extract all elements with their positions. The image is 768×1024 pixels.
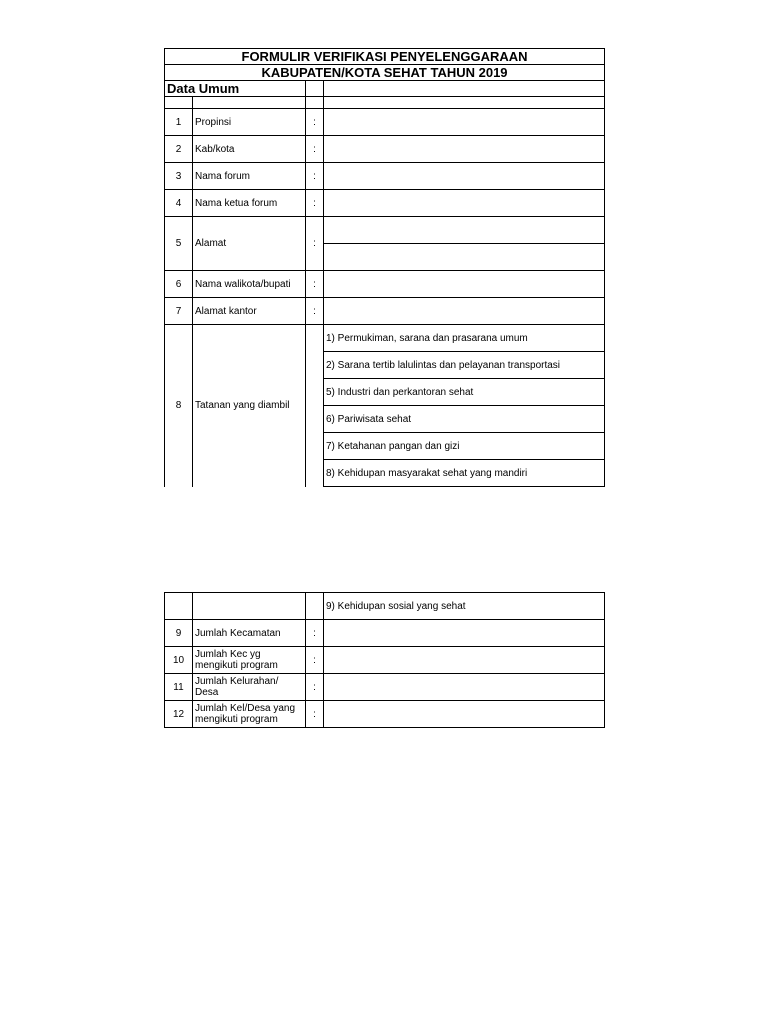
- tatanan-item: 2) Sarana tertib lalulintas dan pelayanan transportasi: [324, 352, 605, 379]
- row-number: 11: [165, 674, 193, 701]
- row-label: [193, 674, 306, 701]
- row-nama-ketua-forum: [165, 190, 605, 217]
- title-row-1: [165, 49, 605, 65]
- value-field-alamat-line1[interactable]: [324, 217, 605, 244]
- row-number: 12: [165, 701, 193, 728]
- row-label: Propinsi: [193, 109, 306, 136]
- row-alamat-kantor: [165, 298, 605, 325]
- row-label-line: Desa: [195, 687, 219, 698]
- section-colon-cell: [306, 81, 324, 97]
- row-number: 7: [165, 298, 193, 325]
- spacer-cell: [324, 97, 605, 109]
- row-kabkota: [165, 136, 605, 163]
- row-jumlah-kel-program: [165, 701, 605, 728]
- section-row: [165, 81, 605, 97]
- tatanan-item: 8) Kehidupan masyarakat sehat yang mandiri: [324, 460, 605, 487]
- row-number: 8: [165, 325, 193, 487]
- row-number: 2: [165, 136, 193, 163]
- row-number: 5: [165, 217, 193, 271]
- colon: :: [306, 298, 324, 325]
- row-label-line: Jumlah Kec yg: [195, 649, 261, 660]
- row-jumlah-kecamatan: [165, 620, 605, 647]
- colon: :: [306, 701, 324, 728]
- row-label-line: Jumlah Kel/Desa yang: [195, 703, 296, 714]
- row-label: Nama ketua forum: [193, 190, 306, 217]
- empty-colon-cell: [306, 593, 324, 620]
- row-label: [193, 647, 306, 674]
- row-nama-forum: [165, 163, 605, 190]
- row-label-line: mengikuti program: [195, 714, 278, 725]
- value-field-alamat-kantor[interactable]: [324, 298, 605, 325]
- title-row-2: [165, 65, 605, 81]
- row-label: Tatanan yang diambil: [193, 325, 306, 487]
- tatanan-item: 6) Pariwisata sehat: [324, 406, 605, 433]
- row-number: 10: [165, 647, 193, 674]
- spacer-row: [165, 97, 605, 109]
- form-title-line1: FORMULIR VERIFIKASI PENYELENGGARAAN: [165, 49, 605, 65]
- tatanan-item: 1) Permukiman, sarana dan prasarana umum: [324, 325, 605, 352]
- colon: :: [306, 163, 324, 190]
- row-tatanan: [165, 325, 605, 352]
- colon: :: [306, 109, 324, 136]
- row-label-line: mengikuti program: [195, 660, 278, 671]
- form-title-line2: KABUPATEN/KOTA SEHAT TAHUN 2019: [165, 65, 605, 81]
- row-label: Nama walikota/bupati: [193, 271, 306, 298]
- row-label: Kab/kota: [193, 136, 306, 163]
- section-title: Data Umum: [165, 81, 306, 97]
- spacer-cell: [165, 97, 193, 109]
- row-number: 3: [165, 163, 193, 190]
- row-propinsi: [165, 109, 605, 136]
- empty-label-cell: [193, 593, 306, 620]
- colon: :: [306, 271, 324, 298]
- row-label-line: Jumlah Kelurahan/: [195, 676, 279, 687]
- row-number: 4: [165, 190, 193, 217]
- value-field-jumlah-kec-program[interactable]: [324, 647, 605, 674]
- row-label: Alamat kantor: [193, 298, 306, 325]
- verification-form-table-continued: [164, 592, 605, 728]
- row-label: Alamat: [193, 217, 306, 271]
- spacer-cell: [306, 97, 324, 109]
- verification-form-table: [164, 48, 605, 487]
- row-label: [193, 701, 306, 728]
- colon: :: [306, 647, 324, 674]
- row-label: Nama forum: [193, 163, 306, 190]
- value-field-propinsi[interactable]: [324, 109, 605, 136]
- section-value-cell: [324, 81, 605, 97]
- colon: :: [306, 217, 324, 271]
- value-field-jumlah-kelurahan[interactable]: [324, 674, 605, 701]
- value-field-nama-walikota[interactable]: [324, 271, 605, 298]
- colon-cell-empty: [306, 325, 324, 487]
- row-nama-walikota: [165, 271, 605, 298]
- empty-number-cell: [165, 593, 193, 620]
- colon: :: [306, 190, 324, 217]
- row-number: 6: [165, 271, 193, 298]
- tatanan-item: 9) Kehidupan sosial yang sehat: [324, 593, 605, 620]
- value-field-jumlah-kel-program[interactable]: [324, 701, 605, 728]
- value-field-nama-ketua-forum[interactable]: [324, 190, 605, 217]
- value-field-alamat-line2[interactable]: [324, 244, 605, 271]
- tatanan-item: 7) Ketahanan pangan dan gizi: [324, 433, 605, 460]
- row-number: 9: [165, 620, 193, 647]
- row-jumlah-kelurahan: [165, 674, 605, 701]
- row-tatanan-continued: [165, 593, 605, 620]
- tatanan-item: 5) Industri dan perkantoran sehat: [324, 379, 605, 406]
- value-field-jumlah-kecamatan[interactable]: [324, 620, 605, 647]
- value-field-kabkota[interactable]: [324, 136, 605, 163]
- colon: :: [306, 674, 324, 701]
- row-number: 1: [165, 109, 193, 136]
- row-jumlah-kec-program: [165, 647, 605, 674]
- value-field-nama-forum[interactable]: [324, 163, 605, 190]
- row-label: Jumlah Kecamatan: [193, 620, 306, 647]
- spacer-cell: [193, 97, 306, 109]
- colon: :: [306, 620, 324, 647]
- colon: :: [306, 136, 324, 163]
- row-alamat: [165, 217, 605, 244]
